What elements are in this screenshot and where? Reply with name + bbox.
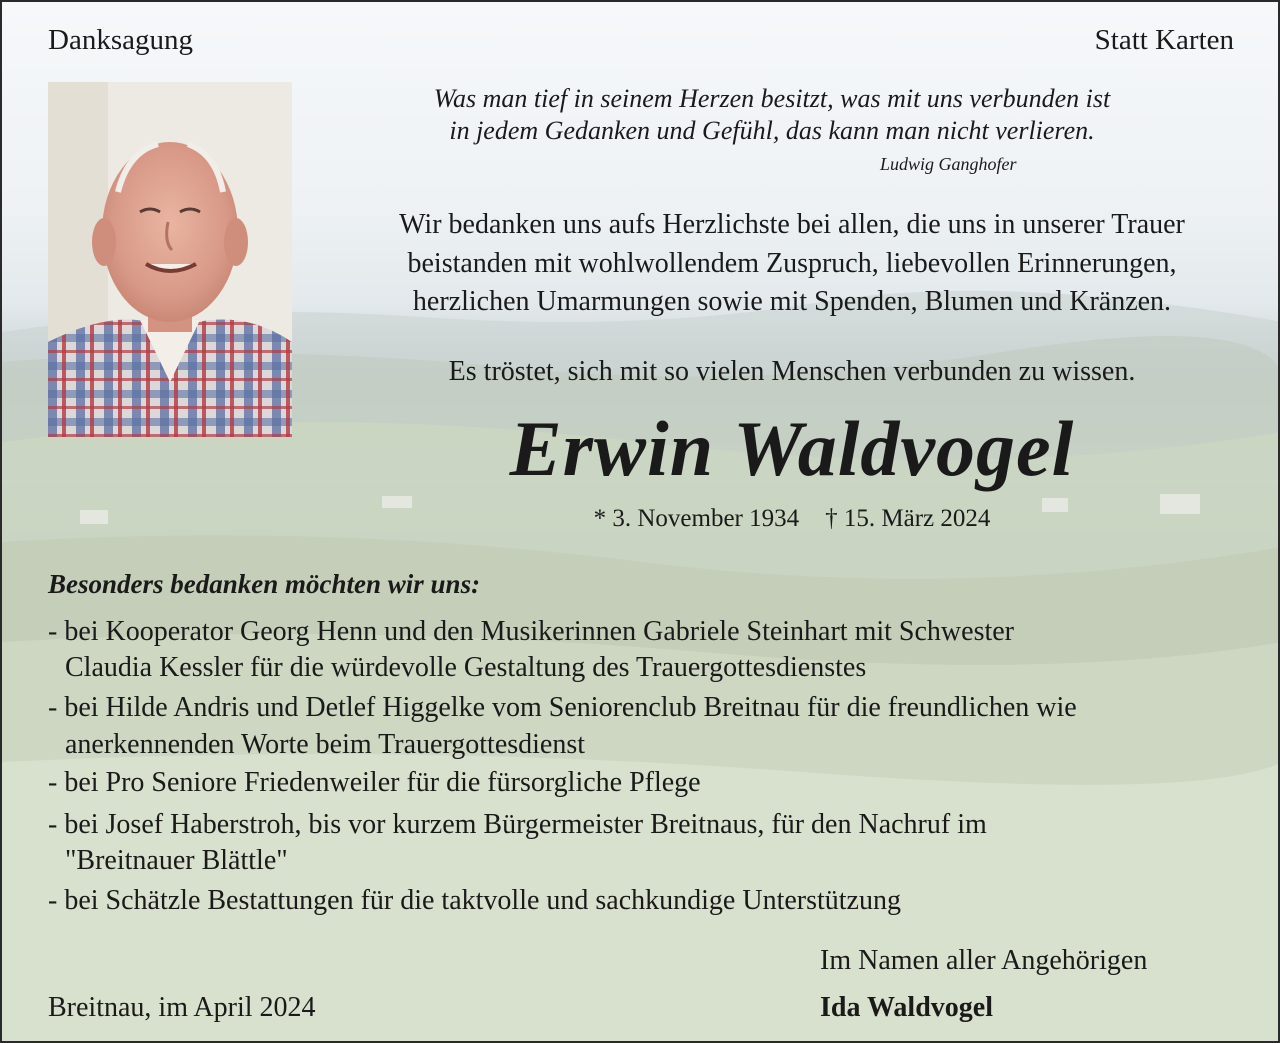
thanks-list-line: - bei Schätzle Bestattungen für die taktvolle und sachkundige Unterstützung — [48, 885, 901, 916]
thanks-list-line: - bei Pro Seniore Friedenweiler für die fürsorgliche Pflege — [48, 767, 701, 798]
header-danksagung: Danksagung — [48, 24, 193, 56]
thanks-line-3: herzlichen Umarmungen sowie mit Spenden, Blumen und Kränzen. — [412, 286, 1172, 317]
thanks-line-4: Es tröstet, sich mit so vielen Menschen verbunden zu wissen. — [448, 356, 1136, 387]
thanks-list-line: - bei Kooperator Georg Henn und den Musikerinnen Gabriele Steinhart mit Schwester — [48, 616, 1014, 647]
birth-date: * 3. November 1934 — [593, 505, 800, 532]
thanks-line-1: Wir bedanken uns aufs Herzlichste bei allen, die uns in unserer Trauer — [399, 209, 1185, 240]
thanks-list-line: anerkennenden Worte beim Trauergottesdienst — [65, 729, 586, 760]
thanks-line-2: beistanden mit wohlwollendem Zuspruch, liebevollen Erinnerungen, — [407, 248, 1177, 279]
signature-intro: Im Namen aller Angehörigen — [820, 945, 1148, 976]
thanks-list-line: - bei Hilde Andris und Detlef Higgelke vom Seniorenclub Breitnau für die freundlichen wie — [48, 692, 1077, 723]
quote-author: Ludwig Ganghofer — [880, 154, 1017, 174]
death-date: † 15. März 2024 — [825, 505, 991, 532]
deceased-name: Erwin Waldvogel — [509, 405, 1075, 492]
life-dates — [302, 505, 1280, 533]
quote-line-1: Was man tief in seinem Herzen besitzt, was mit uns verbunden ist — [433, 84, 1111, 113]
place-date: Breitnau, im April 2024 — [48, 992, 316, 1023]
thanks-list-line: "Breitnauer Blättle" — [65, 845, 288, 876]
special-thanks-heading: Besonders bedanken möchten wir uns: — [48, 569, 481, 599]
quote-line-2: in jedem Gedanken und Gefühl, das kann man nicht verlieren. — [449, 116, 1095, 145]
thanks-list-line: Claudia Kessler für die würdevolle Gestaltung des Trauergottesdienstes — [65, 652, 867, 683]
thanks-list-line: - bei Josef Haberstroh, bis vor kurzem Bürgermeister Breitnaus, für den Nachruf im — [48, 809, 987, 840]
signature-name: Ida Waldvogel — [820, 992, 993, 1023]
header-statt-karten: Statt Karten — [1094, 24, 1234, 56]
